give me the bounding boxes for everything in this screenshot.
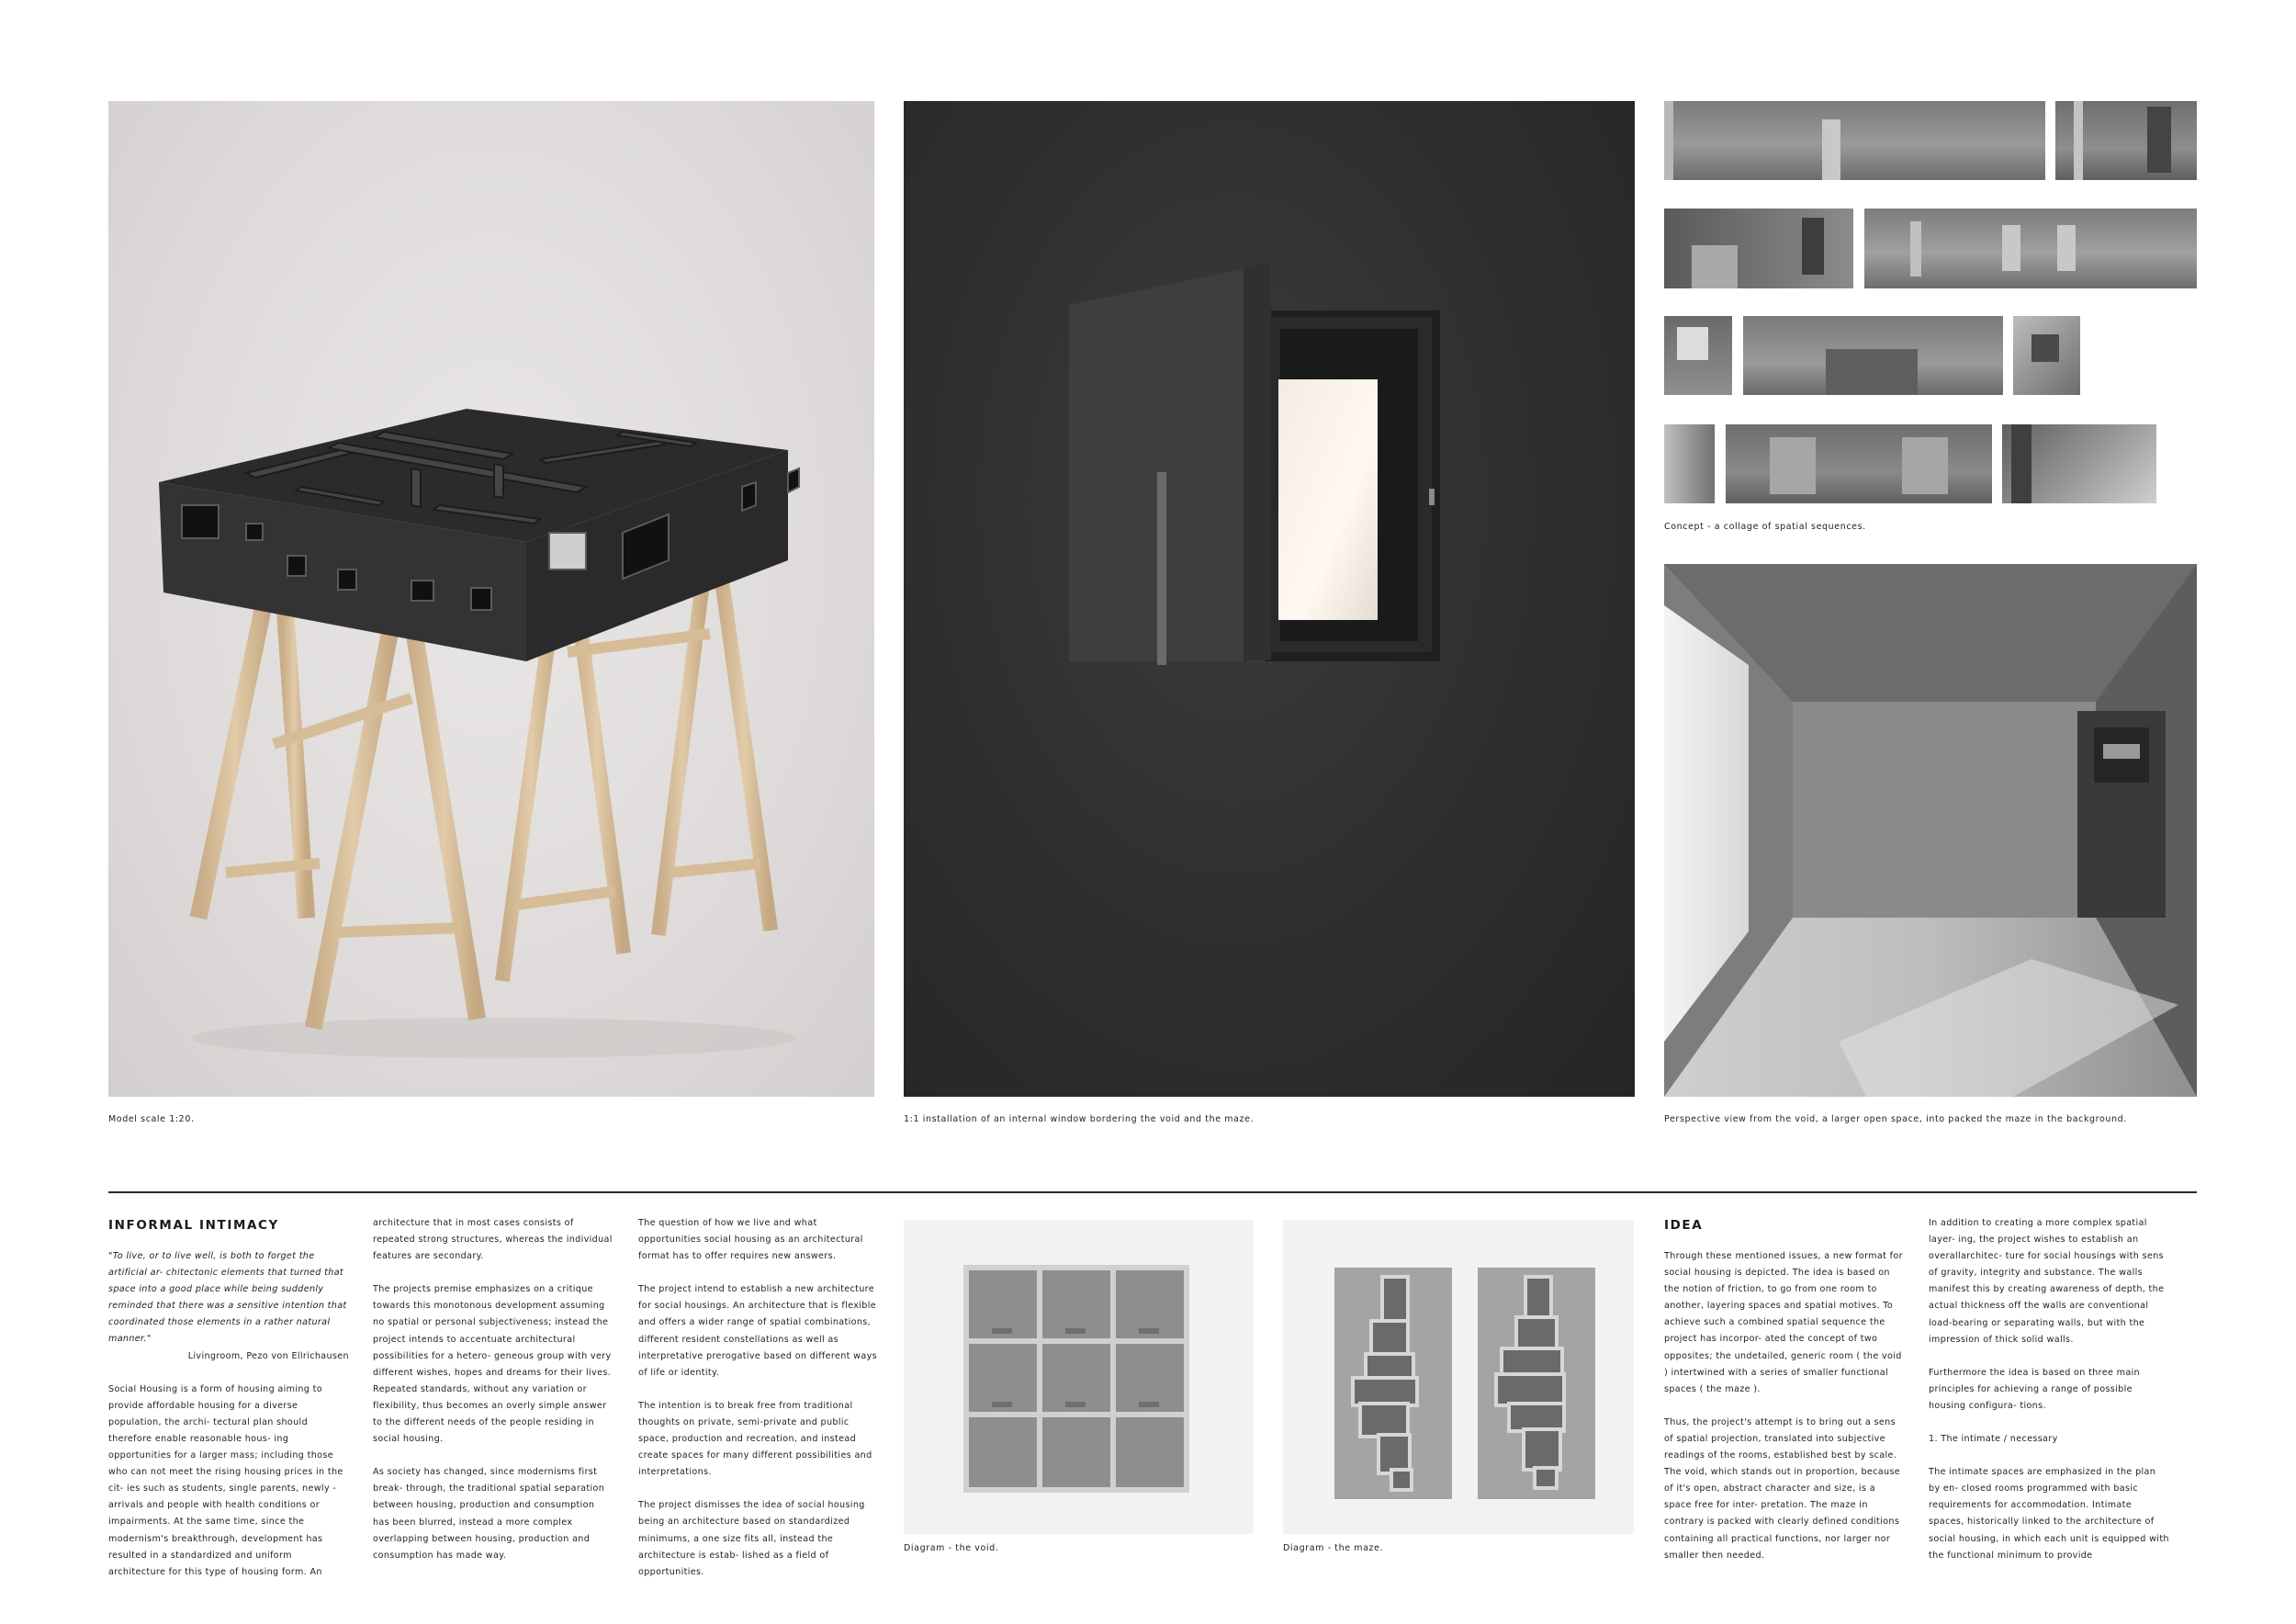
- informal-intimacy-heading: INFORMAL INTIMACY: [108, 1218, 279, 1233]
- diagram-void: [904, 1220, 1254, 1534]
- collage-tile: [2013, 316, 2080, 395]
- collage-tile: [1664, 101, 2045, 180]
- idea-column-2: [1929, 1215, 2169, 1581]
- paragraph: architecture that in most cases consists of repeated strong structures, whereas the individual features are secondary.: [373, 1218, 613, 1262]
- informal-intimacy-column-2: [373, 1215, 613, 1581]
- quote-attribution: Livingroom, Pezo von Ellrichausen: [187, 1350, 349, 1361]
- paragraph: The intimate spaces are emphasized in the plan by en- closed rooms programmed with basic requirements for accommodation. Intimate spaces, historically linked to the architecture of social housing, in which each unit is equipped with the functional minimum to provide: [1929, 1467, 2169, 1561]
- window-installation-photo: [904, 101, 1635, 1097]
- informal-intimacy-column-3: [638, 1215, 879, 1597]
- idea-column-1: [1664, 1248, 1905, 1581]
- paragraph: The project dismisses the idea of social housing being an architecture based on standardized minimums, a one size fits all, instead the architecture is estab- lished as a field of opportunities.: [638, 1500, 865, 1577]
- perspective-caption: Perspective view from the void, a larger open space, into packed the maze in the background.: [1664, 1114, 2127, 1124]
- paragraph: 1. The intimate / necessary: [1929, 1434, 2058, 1445]
- informal-intimacy-column-1: [108, 1248, 349, 1597]
- quote-text: "To live, or to live well, is both to forget the artificial ar- chitectonic elements that turned that space into a good place while being suddenly reminded that there was a sensitive intention that coordinated those elements in a rather natural manner.": [108, 1251, 347, 1345]
- collage-tile: [1664, 316, 1732, 395]
- diagram-maze-caption: Diagram - the maze.: [1283, 1543, 1384, 1553]
- model-caption: Model scale 1:20.: [108, 1114, 195, 1124]
- collage-tile: [1726, 424, 1992, 503]
- concept-caption: Concept - a collage of spatial sequences.: [1664, 522, 1866, 532]
- window-shutter: [1069, 265, 1265, 661]
- perspective-illustration: [1664, 564, 2197, 1097]
- maze-pieces: [1353, 1277, 1564, 1490]
- trestle-front: [200, 579, 476, 1020]
- collage-tile: [1743, 316, 2003, 395]
- paragraph: Thus, the project's attempt is to bring out a sens of spatial projection, translated into subjective readings of the rooms, established best by scale. The void, which stands out in proportion, because of it's open, abstract character and size, is a space free for inter- pretation. The maze in contrary is packed with clearly defined conditions containing all practical functions, nor larger nor smaller then needed.: [1664, 1416, 1901, 1561]
- paragraph: Social Housing is a form of housing aiming to provide affordable housing for a diverse population, the archi- tectural plan should therefore enable reasonable hous- ing opportunities for a larger mass; including those who can not meet the rising housing prices in the cit- ies such as students, single parents, newly - arrivals and people with health conditions or impairments. At the same time, since the modernism's breakthrough, development has resulted in a standardized and uniform architecture for this type of housing form. An: [108, 1383, 343, 1577]
- collage-tile: [1664, 209, 1853, 288]
- model-photo: [108, 101, 874, 1097]
- perspective-view-photo: [1664, 564, 2197, 1097]
- paragraph: As society has changed, since modernisms first break- through, the traditional spatial separation between housing, production and consumption has been blurred, instead a more complex overlapping between housing, production and consumption has made way.: [373, 1467, 605, 1561]
- diagram-void-caption: Diagram - the void.: [904, 1543, 999, 1553]
- window-illustration: [904, 101, 1635, 1097]
- maze-illustration: [1283, 1220, 1634, 1534]
- collage-tile: [2002, 424, 2156, 503]
- paragraph: In addition to creating a more complex spatial layer- ing, the project wishes to establish an overallarchitec- ture for social housings with sens of gravity, integrity and substance. The walls manifest this by creating awareness of depth, the actual thickness off the walls are conventional load-bearing or separating walls, but with the impression of thick solid walls.: [1929, 1218, 2165, 1345]
- window-opening: [1278, 379, 1378, 620]
- paragraph: The projects premise emphasizes on a critique towards this monotonous development assuming no spatial or personal subjectiveness; instead the project intends to accentuate architectural possibilities for a hetero- geneous group with very different wishes, hopes and dreams for their lives. Repeated standards, without any variation or flexibility, thus becomes an overly simple answer to the different needs of the people residing in social housing.: [373, 1284, 612, 1445]
- idea-heading: IDEA: [1664, 1218, 1704, 1233]
- paragraph: The intention is to break free from traditional thoughts on private, semi-private and public space, production and recreation, and instead create spaces for many different possibilities and interpretations.: [638, 1400, 872, 1478]
- model-illustration: [108, 101, 874, 1097]
- paragraph: Through these mentioned issues, a new format for social housing is depicted. The idea is based on the notion of friction, to go from one room to another, layering spaces and spatial motives. To achieve such a combined spatial sequence the project has incorpor- ated the concept of two opposites; the undetailed, generic room ( the void ) intertwined with a series of smaller functional spaces ( the maze ).: [1664, 1251, 1903, 1394]
- window-caption: 1:1 installation of an internal window bordering the void and the maze.: [904, 1114, 1255, 1124]
- paragraph: The question of how we live and what opportunities social housing as an architectural format has to offer requires new answers.: [638, 1218, 863, 1262]
- shutter-handle: [1157, 472, 1166, 665]
- collage-tile: [1864, 209, 2197, 288]
- section-divider: [108, 1191, 2197, 1193]
- paragraph: Furthermore the idea is based on three main principles for achieving a range of possible housing configura- tions.: [1929, 1367, 2140, 1411]
- collage-tile: [2055, 101, 2197, 180]
- void-grid-illustration: [904, 1220, 1254, 1534]
- diagram-maze: [1283, 1220, 1634, 1534]
- collage-tile: [1664, 424, 1715, 503]
- paragraph: The project intend to establish a new architecture for social housings. An architecture that is flexible and offers a wider range of spatial combinations, different resident constellations as well as interpretative prerogative based on different ways of life or identity.: [638, 1284, 877, 1378]
